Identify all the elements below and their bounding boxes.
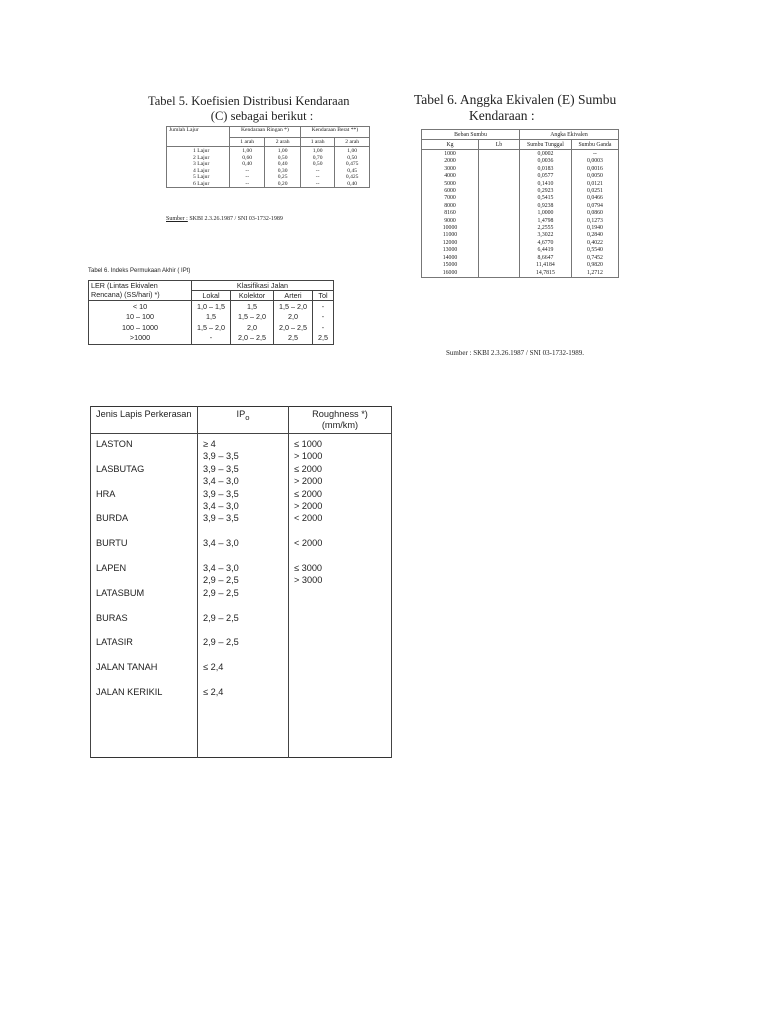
table6-cell-ganda: 0,4022 <box>586 239 603 246</box>
table5-distribution-coefficient <box>166 126 370 188</box>
table6-source: Sumber : SKBI 2.3.26.1987 / SNI 03-1732-1989. <box>446 349 585 357</box>
table-ipt-cell: - <box>321 322 325 332</box>
table5-cell: 1,00 <box>242 148 253 154</box>
table-ipo-group <box>294 537 386 562</box>
table-ipo-group <box>294 488 386 513</box>
table-ipt-cell: 1,5 <box>247 302 257 311</box>
table6-sub-ganda: Sumbu Ganda <box>571 140 618 150</box>
table-ipo-group <box>96 537 192 562</box>
table-ipt-col-lokal <box>192 301 231 345</box>
table6-cell-ganda: 0,0016 <box>586 165 603 172</box>
table5-cell: 0,40 <box>277 161 288 167</box>
table-ipo-group <box>96 612 192 637</box>
table6-cell-kg: 4000 <box>444 173 456 180</box>
table6-cell-ganda: 1,2712 <box>586 269 603 276</box>
table6-col-lb <box>479 150 520 278</box>
table-ipo-jenis: BURAS <box>96 612 128 623</box>
table6-cell-tunggal: 0,0183 <box>537 165 554 172</box>
table-ipo-header-rough: Roughness *) (mm/km) <box>289 407 392 434</box>
table-ipo-value: ≤ 2,4 <box>203 662 224 673</box>
table5-cell: 6 Lajur <box>193 180 210 187</box>
table5-cell: -- <box>245 180 250 187</box>
table-ipt-title: Tabel 6. Indeks Permukaan Akhir ( IPt) <box>88 268 191 274</box>
table-ipo-group <box>294 463 386 488</box>
table-ipo-group <box>294 438 386 463</box>
table5-cell: 0,475 <box>345 161 359 167</box>
table5-cell: 0,70 <box>312 154 323 161</box>
table5-cell: 5 Lajur <box>193 174 210 180</box>
table5-cell: 0,50 <box>277 154 288 161</box>
table6-cell-ganda: 0,0466 <box>586 195 603 202</box>
table6-cell-tunggal: 0,0577 <box>537 173 554 180</box>
table-ipo-header-ipo <box>198 407 289 434</box>
table6-cell-tunggal: 11,4184 <box>536 262 555 269</box>
table6-cell-ganda: 0,0121 <box>586 180 603 187</box>
table-ipo-jenis: LASTON <box>96 439 133 449</box>
table5-cell: 0,425 <box>345 174 359 180</box>
table6-title <box>414 92 644 124</box>
table-ipo-jenis: LASBUTAG <box>96 463 145 474</box>
table5-col-berat-1 <box>300 147 335 188</box>
table6-cell-kg: 7000 <box>444 195 456 202</box>
table-ipo-group <box>203 562 283 587</box>
table5-cell: 1 Lajur <box>193 148 210 154</box>
table-ipo-group <box>203 438 283 463</box>
table-ipo-roughness: > 2000 <box>294 476 323 487</box>
table6-cell-tunggal: 0,2923 <box>537 188 554 195</box>
table6-col-tunggal <box>520 150 572 278</box>
table5-cell: 0,50 <box>312 161 323 167</box>
table5-cell: 0,60 <box>242 154 253 161</box>
table-ipo-roughness: < 2000 <box>294 538 323 549</box>
table-ipo-col-jenis <box>91 434 198 758</box>
table-ipo-group <box>203 636 283 661</box>
table6-cell-ganda: 0,1273 <box>586 217 603 224</box>
table6-cell-kg: 8160 <box>444 210 456 217</box>
table-ipt-cell: 1,5 – 2,0 <box>197 322 225 332</box>
table-ipt-cell: - <box>321 312 325 322</box>
table-ipt-cell: < 10 <box>132 302 148 311</box>
table-ipo-group <box>96 636 192 661</box>
table-ipo-value: 3,9 – 3,5 <box>203 451 239 462</box>
table6-header-angka: Angka Ekivalen <box>520 130 619 140</box>
table6-cell-kg: 16000 <box>442 269 458 276</box>
table5-header-jumlah: Jumlah Lajur <box>167 127 230 147</box>
table5-cell: 4 Lajur <box>193 167 210 174</box>
table-ipo-jenis: HRA <box>96 488 116 499</box>
table5-cell: 1,00 <box>312 148 323 154</box>
table6-sub-tunggal: Sumbu Tunggal <box>520 140 572 150</box>
table5-source <box>166 216 283 222</box>
table5-source-text: SKBI 2.3.26.1987 / SNI 03-1732-1989 <box>187 216 283 222</box>
table-ipo-jenis: JALAN KERIKIL <box>96 686 163 697</box>
table6-equivalent-axle <box>421 129 619 278</box>
table6-sub-kg: Kg <box>422 140 479 150</box>
table6-cell-tunggal: 4,6770 <box>537 239 554 246</box>
table-ipt-cell: 1,5 – 2,0 <box>238 312 266 322</box>
table5-header-berat: Kendaraan Berat **) <box>300 127 369 138</box>
table6-cell-tunggal: 2,2555 <box>537 225 554 232</box>
table-ipt-col-tol <box>313 301 334 345</box>
table5-header-ringan: Kendaraan Ringan *) <box>230 127 301 138</box>
table-ipo-value: 3,4 – 3,0 <box>203 501 239 511</box>
table-ipt-cell: 1,5 – 2,0 <box>279 302 307 311</box>
table6-cell-tunggal: 1,4798 <box>537 217 554 224</box>
table-ipt-body <box>89 301 334 345</box>
table-ipo-roughness: ≤ 3000 <box>294 562 323 573</box>
table-ipo-group <box>203 463 283 488</box>
table-ipo-jenis: LATASIR <box>96 637 133 648</box>
table6-cell-ganda: 0,7452 <box>586 254 603 261</box>
table-ipt-cell: 1,5 <box>206 312 216 322</box>
table-ipo-group <box>294 612 386 637</box>
table-ipo-group <box>96 438 192 463</box>
table-ipt-header-ler: LER (Lintas Ekivalen Rencana) (SS/hari) *) <box>89 281 192 301</box>
table5-title-line2: (C) sebagai berikut : <box>210 109 314 123</box>
table-ipo-group <box>203 488 283 513</box>
table5-cell: 0,25 <box>277 174 288 180</box>
table-ipo-value: 2,9 – 2,5 <box>203 637 239 648</box>
table-ipo-value: 3,9 – 3,5 <box>203 513 239 524</box>
table6-cell-tunggal: 6,4419 <box>537 247 554 254</box>
table-ipo-group <box>294 661 386 686</box>
table-ipo-value: 2,9 – 2,5 <box>203 575 239 586</box>
table6-title-line2: Kendaraan : <box>469 108 535 123</box>
table-ipo-group <box>96 488 192 513</box>
table-ipt-sub-arteri: Arteri <box>274 291 313 301</box>
table-ipt-sub-tol: Tol <box>313 291 334 301</box>
table5-subheader: 1 arah <box>300 138 335 147</box>
table6-cell-kg: 15000 <box>442 262 458 269</box>
table6-cell-tunggal: 8,6647 <box>537 254 554 261</box>
table-ipt-cell: 1,0 – 1,5 <box>197 302 225 311</box>
table6-cell-kg: 3000 <box>444 165 456 172</box>
table-ipo-roughness: > 2000 <box>294 501 323 511</box>
table-ipt-col-arteri <box>274 301 313 345</box>
table5-title <box>148 94 368 124</box>
table-ipo-jenis: LATASBUM <box>96 587 145 598</box>
table-ipt-cell: 2,0 – 2,5 <box>279 322 307 332</box>
table6-cell-ganda: 0,0003 <box>586 158 603 165</box>
table-ipo-group <box>96 686 192 711</box>
table-ipo-col-ipo <box>198 434 289 758</box>
table-ipo-body <box>91 434 392 758</box>
table-ipo-group <box>294 686 386 711</box>
table6-cell-kg: 11000 <box>442 232 458 239</box>
table-ipo-roughness: ≤ 2000 <box>294 463 323 474</box>
table6-sub-lb: Lb <box>479 140 520 150</box>
table-ipo <box>90 406 392 758</box>
table-ipo-group <box>203 686 283 711</box>
table5-cell: 0,50 <box>347 154 358 161</box>
table5-cell: 1,00 <box>277 148 288 154</box>
table-ipt-cell: 2,0 <box>247 322 257 332</box>
table5-cell: -- <box>315 180 320 187</box>
table-ipo-header-ipo-sub: o <box>245 412 250 422</box>
table-ipo-group <box>294 562 386 587</box>
table-ipo-group <box>96 512 192 537</box>
table-ipt <box>88 280 334 345</box>
table-ipo-jenis: JALAN TANAH <box>96 662 158 673</box>
table5-cell: -- <box>245 174 250 180</box>
table6-cell-kg: 6000 <box>444 188 456 195</box>
table-ipo-jenis: LAPEN <box>96 562 127 573</box>
table5-cell: 1,00 <box>347 148 358 154</box>
table-ipo-group <box>294 512 386 537</box>
table6-cell-ganda: 0,2840 <box>586 232 603 239</box>
table6-cell-kg: 9000 <box>444 217 456 224</box>
table6-cell-kg: 2000 <box>444 158 456 165</box>
table-ipt-cell: >1000 <box>129 333 151 343</box>
table-ipo-group <box>294 636 386 661</box>
table-ipt-header-klasifikasi: Klasifikasi Jalan <box>192 281 334 291</box>
table6-cell-tunggal: 0,0002 <box>537 151 554 157</box>
table6-cell-tunggal: 1,0000 <box>537 210 554 217</box>
table5-body <box>167 147 370 188</box>
table-ipo-value: ≥ 4 <box>203 439 216 449</box>
table-ipo-roughness: ≤ 1000 <box>294 439 323 449</box>
table5-col-berat-2 <box>335 147 370 188</box>
table6-cell-ganda: 0,9820 <box>586 262 603 269</box>
table-ipo-header-jenis: Jenis Lapis Perkerasan <box>91 407 198 434</box>
table5-subheader: 1 arah <box>230 138 265 147</box>
table6-header-beban: Beban Sumbu <box>422 130 520 140</box>
table-ipo-value: 3,9 – 3,5 <box>203 463 239 474</box>
table-ipo-col-rough <box>289 434 392 758</box>
table-ipo-group <box>96 562 192 587</box>
table-ipo-group <box>203 612 283 637</box>
table-ipt-cell: 100 – 1000 <box>122 322 158 332</box>
table6-cell-kg: 1000 <box>444 151 456 157</box>
table-ipo-group <box>203 587 283 612</box>
table6-cell-ganda: 0,0860 <box>586 210 603 217</box>
table-ipt-col-kolektor <box>231 301 274 345</box>
table5-cell: 0,40 <box>242 161 253 167</box>
table6-cell-kg: 12000 <box>442 239 458 246</box>
table6-cell-tunggal: 0,9238 <box>537 202 554 209</box>
table5-source-label: Sumber : <box>166 216 188 222</box>
table-ipo-group <box>203 661 283 686</box>
table6-cell-tunggal: 0,1410 <box>537 180 554 187</box>
table-ipo-value: 3,9 – 3,5 <box>203 488 239 499</box>
table6-cell-tunggal: 0,5415 <box>537 195 554 202</box>
table6-col-kg <box>422 150 479 278</box>
table-ipt-cell: 2,0 – 2,5 <box>238 333 266 343</box>
table-ipo-group <box>203 512 283 537</box>
table-ipo-roughness: < 2000 <box>294 513 323 524</box>
table-ipo-roughness: ≤ 2000 <box>294 488 323 499</box>
table-ipt-cell: 2,5 <box>288 333 298 343</box>
table-ipt-cell: 2,5 <box>318 333 328 343</box>
table5-cell: 3 Lajur <box>193 161 210 167</box>
table5-col-ringan-2 <box>265 147 300 188</box>
table6-cell-kg: 10000 <box>442 225 458 232</box>
table5-cell: 0,20 <box>277 180 288 187</box>
table-ipo-value: ≤ 2,4 <box>203 686 224 697</box>
table6-cell-ganda: 0,1940 <box>586 225 603 232</box>
table5-col-lajur <box>167 147 230 188</box>
table-ipo-roughness: > 3000 <box>294 575 323 586</box>
table-ipo-group <box>96 463 192 488</box>
table5-subheader: 2 arah <box>265 138 300 147</box>
table-ipt-sub-kolektor: Kolektor <box>231 291 274 301</box>
table-ipt-cell: 2,0 <box>288 312 298 322</box>
table5-cell: -- <box>315 167 320 174</box>
table6-cell-kg: 8000 <box>444 202 456 209</box>
table-ipt-cell: - <box>209 333 213 343</box>
table-ipo-value: 3,4 – 3,0 <box>203 538 239 549</box>
table6-cell-kg: 5000 <box>444 180 456 187</box>
table5-col-ringan-1 <box>230 147 265 188</box>
table-ipo-group <box>203 537 283 562</box>
table-ipo-value: 2,9 – 2,5 <box>203 587 239 598</box>
table5-cell: 0,40 <box>347 180 358 187</box>
table-ipo-value: 3,4 – 3,0 <box>203 562 239 573</box>
table-ipt-cell: - <box>321 302 325 311</box>
table5-cell: -- <box>315 174 320 180</box>
table5-cell: 0,30 <box>277 167 288 174</box>
table-ipo-jenis: BURDA <box>96 513 129 524</box>
table6-col-ganda <box>571 150 618 278</box>
table-ipo-group <box>96 587 192 612</box>
table6-body <box>422 150 619 278</box>
table-ipo-value: 3,4 – 3,0 <box>203 476 239 487</box>
table5-cell: -- <box>245 167 250 174</box>
table6-cell-tunggal: 3,3022 <box>537 232 554 239</box>
table5-title-line1: Tabel 5. Koefisien Distribusi Kendaraan <box>148 94 350 108</box>
table5-subheader: 2 arah <box>335 138 370 147</box>
table5-cell: 2 Lajur <box>193 154 210 161</box>
table-ipo-roughness: > 1000 <box>294 451 323 462</box>
table6-cell-kg: 13000 <box>442 247 458 254</box>
table6-cell-ganda: 0,0251 <box>586 188 603 195</box>
table6-cell-tunggal: 14,7815 <box>536 269 555 276</box>
table-ipt-cell: 10 – 100 <box>126 312 154 322</box>
table6-cell-ganda: 0,5540 <box>586 247 603 254</box>
table-ipo-jenis: BURTU <box>96 538 128 549</box>
table6-cell-ganda: -- <box>593 151 597 157</box>
table6-cell-ganda: 0,0794 <box>586 202 603 209</box>
table-ipo-group <box>294 587 386 612</box>
table-ipo-header-ipo-text: IP <box>236 409 246 419</box>
table6-cell-ganda: 0,0050 <box>586 173 603 180</box>
table-ipt-sub-lokal: Lokal <box>192 291 231 301</box>
table-ipt-col-ler <box>89 301 192 345</box>
table-ipo-value: 2,9 – 2,5 <box>203 612 239 623</box>
table6-title-line1: Tabel 6. Anggka Ekivalen (E) Sumbu <box>414 92 617 107</box>
table6-cell-kg: 14000 <box>442 254 458 261</box>
table-ipo-group <box>96 661 192 686</box>
table6-cell-tunggal: 0,0036 <box>537 158 554 165</box>
table5-cell: 0,45 <box>347 167 358 174</box>
